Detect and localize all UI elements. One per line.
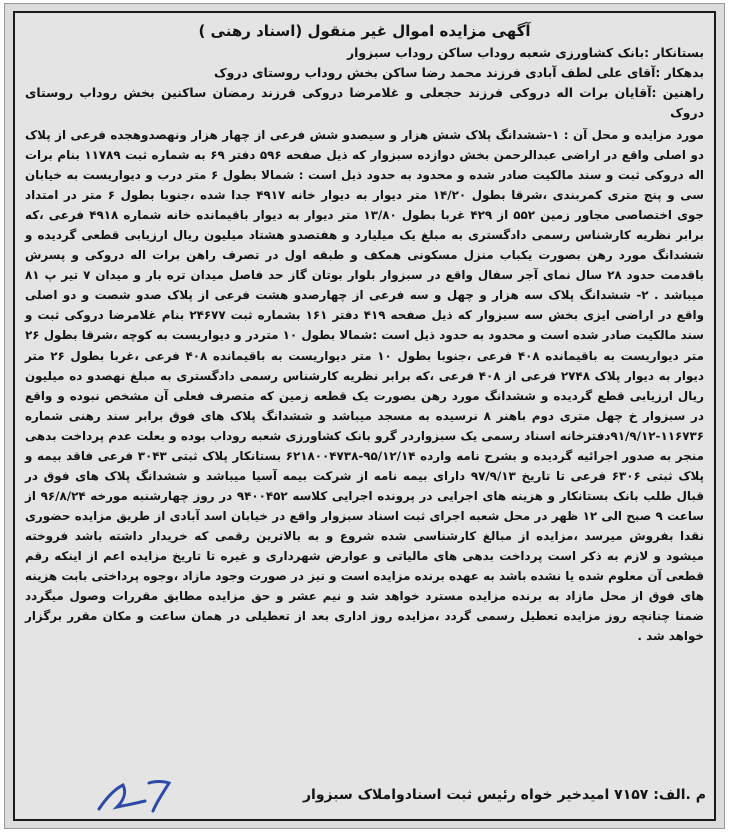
debtor-line: بدهکار :آقای علی لطف آبادی فرزند محمد رضا ساکن بخش روداب روستای دروک <box>213 65 704 80</box>
notice-title: آگهی مزایده اموال غیر منقول (اسناد رهنی ) <box>198 22 531 40</box>
notice-content <box>25 21 704 811</box>
notice-footer: م .الف: ۷۱۵۷ امیدخیر خواه رئیس ثبت اسنادواملاک سبزوار <box>302 787 706 803</box>
notice-frame <box>13 11 716 821</box>
mortgagors-line: راهنین :آقایان برات اله دروکی فرزند حجعلی و غلامرضا دروکی فرزند رمضان ساکنین بخش روداب روستای دروک <box>25 85 704 120</box>
handwritten-number-mark <box>93 775 183 815</box>
creditor-line: بستانکار :بانک کشاورزی شعبه روداب ساکن روداب سبزوار <box>347 45 704 60</box>
notice-body: مورد مزایده و محل آن : ۱-ششدانگ پلاک شش هزار و سیصدو شش فرعی از چهار هزار ونهصدوهجده فرعی از پلاک دو اصلی واقع در اراضی عبدالرحمن بخش دوازده سبزوار که ذیل صفحه ۵۹۶ دفتر ۶۹ به شماره ثبت ۱۱۷۸۹ بنام برات اله دروکی ثبت و سند مالکیت صادر شده و محدود به حدود ذیل است : شمالا بطول ۶ متر درب و دیواریست به خیابان سی و پنج متری کمربندی ،شرقا بطول ۱۴/۲۰ متر دیوار به دیوار خانه ۴۹۱۷ جدا شده ،جنوبا بطول ۶ متر در امتداد جوی اختصاصی مجاور زمین ۵۵۲ از ۴۲۹ غربا بطول ۱۳/۸۰ متر دیوار به دیوار باقیمانده خانه شماره ۴۹۱۸ فرعی ،که برابر نظریه کارشناس رسمی دادگستری به مبلغ یک میلیارد و هفتصدو هشتاد میلیون ریال ارزیابی قطعی گردیده و ششدانگ مورد رهن بصورت یکباب منزل مسکونی همکف و طبقه اول در تصرف راهن برات اله دروکی و پسرش باقدمت حدود ۲۸ سال نمای آجر سفال واقع در سبزوار بلوار بوتان گاز حد فاصل میدان تره بار و میدان ۷ تیر پ ۸۱ میباشد . ۲- ششدانگ پلاک سه هزار و چهل و سه فرعی از چهارصدو هشت فرعی از پلاک صدو شصت و دو اصلی واقع در اراضی ایزی بخش سه سبزوار که ذیل صفحه ۴۱۹ دفتر ۱۶۱ بشماره ثبت ۲۴۶۷۷ بنام غلامرضا دروکی ثبت و سند مالکیت صادر شده است و محدود به حدود ذیل است :شمالا بطول ۱۰ متردر و دیواریست به کوچه ،شرقا بطول ۲۶ متر دیواریست به باقیمانده ۴۰۸ فرعی ،جنوبا بطول ۱۰ متر دیواریست به باقیمانده ۴۰۸ فرعی ،غربا بطول ۲۶ متر دیوار به دیوار پلاک ۲۷۴۸ فرعی از ۴۰۸ فرعی ،که برابر نظریه کارشناس رسمی دادگستری به مبلغ نهصدو ده میلیون ریال ارزیابی قطع گردیده و ششدانگ مورد رهن بصورت یک قطعه زمین که متصرف فعلی آن مشخص نبوده و واقع در سبزوار خ چهل متری دوم باهنر ۸ نرسیده به مسجد میباشد و ششدانگ پلاک های فوق برابر سند رهنی شماره ۱۱۶۷۳۶-۹۱/۹/۱۲دفترخانه اسناد رسمی یک سبزواردر گرو بانک کشاورزی شعبه روداب بوده و بعلت عدم پرداخت بدهی منجر به صدور اجرائیه گردیده و بشرح نامه وارده ۹۵/۱۲/۱۴-۶۲۱۸۰۰۴۷۳۸ بستانکار پلاک ثبتی ۳۰۴۳ فرعی فاقد بیمه و پلاک ثبتی ۶۳۰۶ فرعی تا تاریخ ۹۷/۹/۱۳ دارای بیمه نامه از شرکت بیمه آسیا میباشد و ششدانگ پلاک های فوق در قبال طلب بانک بستانکار و هزینه های اجرایی در پرونده اجرایی کلاسه ۹۴۰۰۴۵۲ در روز چهارشنبه مورخه ۹۶/۸/۲۴ از ساعت ۹ صبح الی ۱۲ ظهر در محل شعبه اجرای ثبت اسناد سبزوار واقع در خیابان اسد آبادی از طریق مزایده حضوری نقدا بفروش میرسد ،مزایده از مبالغ کارشناسی شده شروع و به بالاترین رقمی که خریدار داشته باشد فروخته میشود و لازم به ذکر است پرداخت بدهی های مالیاتی و عوارض شهرداری و غیره تا تاریخ مزایده اعم از اینکه رقم قطعی آن معلوم شده یا نشده باشد به عهده برنده مزایده است و نیز در صورت وجود مازاد ،وجوه پرداختی بابت هزینه های فوق از محل مازاد به برنده مزایده مسترد خواهد شد و نیم عشر و حق مزایده مطابق مقررات وصول میگردد ضمنا چنانچه روز مزایده تعطیل رسمی گردد ،مزایده روز اداری بعد از تعطیلی در همان ساعت و مکان مقرر برگزار خواهد شد . <box>25 128 705 644</box>
newspaper-clipping <box>4 3 725 829</box>
